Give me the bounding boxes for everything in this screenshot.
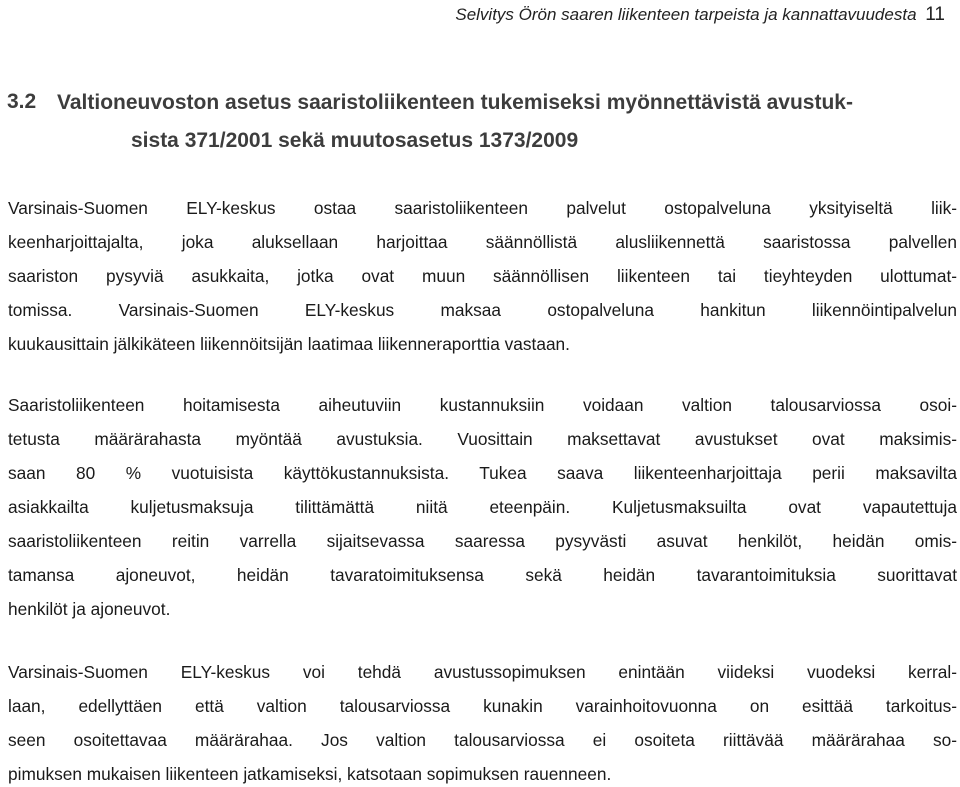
paragraph-line: henkilöt ja ajoneuvot. — [8, 599, 171, 619]
paragraph-line: pimuksen mukaisen liikenteen jatkamiseksi, katsotaan sopimuksen rauenneen. — [8, 764, 612, 784]
paragraph-line: Saaristoliikenteen hoitamisesta aiheutuviin kustannuksiin voidaan valtion talousarviossa osoi- — [8, 395, 957, 415]
paragraph-line: saan 80 % vuotuisista käyttökustannuksista. Tukea saava liikenteenharjoittaja perii maksavilta — [8, 463, 957, 483]
paragraph-line: saariston pysyviä asukkaita, jotka ovat muun säännöllisen liikenteen tai tieyhteyden ulottumat- — [8, 266, 957, 286]
paragraph-line: Varsinais-Suomen ELY-keskus voi tehdä avustussopimuksen enintään viideksi vuodeksi kerral- — [8, 662, 957, 682]
paragraph-line: saaristoliikenteen reitin varrella sijaitsevassa saaressa pysyvästi asuvat henkilöt, heidän omis- — [8, 531, 957, 551]
document-title: Selvitys Örön saaren liikenteen tarpeista ja kannattavuudesta — [455, 5, 917, 24]
paragraph-line: keenharjoittajalta, joka aluksellaan harjoittaa säännöllistä alusliikennettä saaristossa palvellen — [8, 232, 957, 252]
section-title-line: Valtioneuvoston asetus saaristoliikenteen tukemiseksi myönnettävistä avustuk- — [57, 91, 853, 114]
paragraph-line: tomissa. Varsinais-Suomen ELY-keskus maksaa ostopalveluna hankitun liikennöintipalvelun — [8, 300, 957, 320]
paragraph-line: asiakkailta kuljetusmaksuja tilittämättä niitä eteenpäin. Kuljetusmaksuilta ovat vapautettuja — [8, 497, 957, 517]
section-title-line: sista 371/2001 sekä muutosasetus 1373/2009 — [131, 129, 579, 152]
paragraph-line: Varsinais-Suomen ELY-keskus ostaa saaristoliikenteen palvelut ostopalveluna yksityiseltä liik- — [8, 198, 957, 218]
paragraph-line: laan, edellyttäen että valtion talousarviossa kunakin varainhoitovuonna on esittää tarkoitus- — [8, 696, 957, 716]
paragraph-line: seen osoitettavaa määrärahaa. Jos valtion talousarviossa ei osoiteta riittävää määrärahaa so- — [8, 730, 957, 750]
paragraph-line: kuukausittain jälkikäteen liikennöitsijän laatimaa liikenneraporttia vastaan. — [8, 334, 570, 354]
paragraph-line: tetusta määrärahasta myöntää avustuksia. Vuosittain maksettavat avustukset ovat maksimis- — [8, 429, 957, 449]
page-header — [0, 0, 945, 30]
section-number: 3.2 — [7, 90, 37, 113]
page-number: 11 — [925, 4, 945, 25]
paragraph-line: tamansa ajoneuvot, heidän tavaratoimituksensa sekä heidän tavarantoimituksia suorittavat — [8, 565, 957, 585]
